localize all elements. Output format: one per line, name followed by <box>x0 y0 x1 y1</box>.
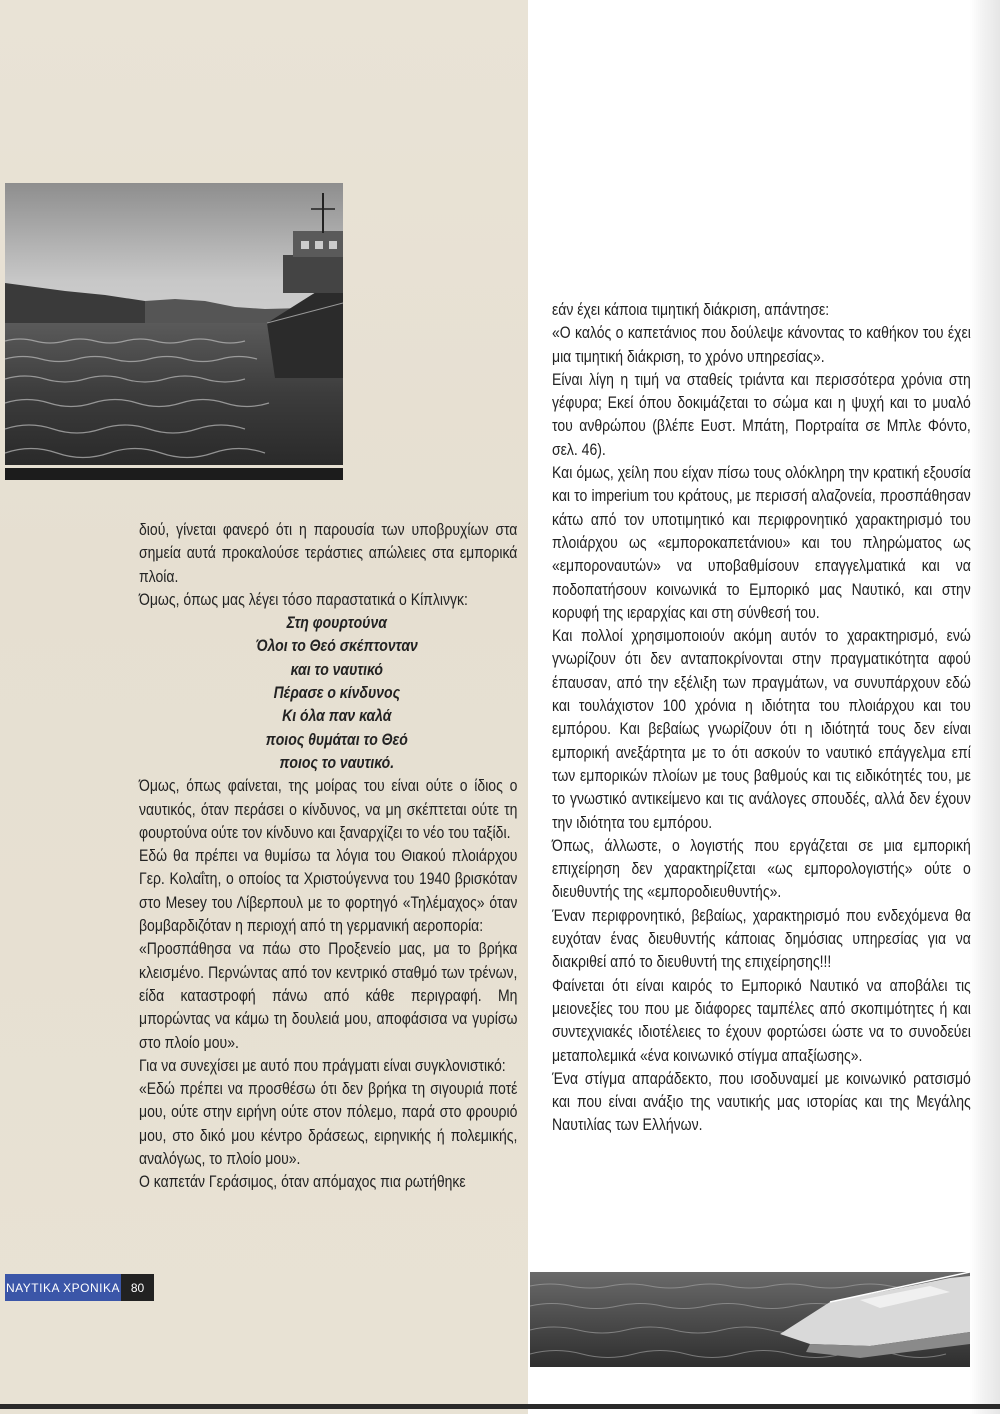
poem-line: ποιος το ναυτικό. <box>279 753 395 772</box>
right-text-column <box>552 299 971 1138</box>
paragraph: Εδώ θα πρέπει να θυμίσω τα λόγια του Θιακού πλοιάρχου Γερ. Κολαΐτη, ο οποίος τα Χριστούγεννα του 1940 βρισκόταν στο Mesey του Λίβερπουλ με το φορτηγό «Τηλέμαχος» όταν βομβαρδιζόταν η περιοχή από τη γερμανική αεροπορία: <box>139 847 518 936</box>
quote-paragraph: «Ο καλός ο καπετάνιος που δούλεψε κάνοντας το καθήκον του έχει μια τιμητική διάκριση, το χρόνο υπηρεσίας». <box>552 324 971 366</box>
magazine-title: ΝΑΥΤΙΚΑ ΧΡΟΝΙΚΑ <box>5 1274 121 1301</box>
paragraph: Είναι λίγη η τιμή να σταθείς τριάντα και περισσότερα χρόνια στη γέφυρα; Εκεί όπου δοκιμάζεται το σώμα και η ψυχή και το μυαλό του ανθρώπου (βλέπε Ευστ. Μπάτη, Πορτραίτα σε Μπλε Φόντο, σελ. 46). <box>552 370 971 459</box>
paragraph: Όμως, όπως φαίνεται, της μοίρας του είναι ούτε ο ίδιος ο ναυτικός, όταν περάσει ο κίνδυνος, να μη σκέπτεται ούτε τη φουρτούνα ούτε τον κίνδυνο και ξαναρχίζει το νέο του ταξίδι. <box>139 777 518 842</box>
paragraph: Και όμως, χείλη που είχαν πίσω τους ολόκληρη την κρατική εξουσία και το imperium του κράτους, με περισσή αλαζονεία, προσπάθησαν κάτω από τον υποτιμητικό και περιφρονητικό χαρακτηρισμό του πλοιάρχου ως «εμποροκαπετάνιου» και του πληρώματος ως «εμποροναυτών» να υποβαθμίσουν επαγγελματικά και να ποδοπατήσουν κοινωνικά το Εμπορικό μας Ναυτικό, και στην κορυφή της ιεραρχίας και στη σύνθεσή του. <box>552 464 971 622</box>
poem-line: Στη φουρτούνα <box>286 614 387 633</box>
bottom-rule <box>0 1404 1000 1409</box>
kipling-poem <box>165 612 509 775</box>
poem-line: Όλοι το Θεό σκέπτονταν <box>255 637 418 656</box>
paragraph: Όμως, όπως μας λέγει τόσο παραστατικά ο Κίπλινγκ: <box>139 590 468 609</box>
paragraph: Και πολλοί χρησιμοποιούν ακόμη αυτόν το χαρακτηρισμό, ενώ γνωρίζουν ότι δεν ανταποκρίνονται στην πραγματικότητα αφού έπαυσαν, από την εξέλιξη των πραγμάτων, να συνυπάρχουν εδώ και τουλάχιστον 100 χρόνια η ιδιότητα του πλοιάρχου και του εμπόρου. Και βεβαίως γνωρίζουν ότι η ιδιότητά τους δεν είναι εμπορική ανεξάρτητα με το ότι ασκούν το ναυτικό επάγγελμα επί των εμπορικών πλοίων με τους βαθμούς και τις ειδικότητές του, με το γνωστικό αντικείμενο και τις ανάλογες σπουδές, αλλά δεν έχουν την ιδιότητα του εμπόρου. <box>552 627 971 832</box>
poem-line: ποιος θυμάται το Θεό <box>265 730 408 749</box>
poem-line: και το ναυτικό <box>290 660 383 679</box>
motorboat-photo <box>530 1272 970 1367</box>
ship-at-sea-photo <box>5 183 343 465</box>
left-text-column <box>139 519 517 1195</box>
photo-caption-bar <box>5 468 343 480</box>
quote-paragraph: «Εδώ πρέπει να προσθέσω ότι δεν βρήκα τη σιγουριά ποτέ μου, ούτε στην ειρήνη ούτε στον πόλεμο, παρά στο φρουριό μου, στο δικό μου κέντρο δράσεως, ειρηνικής ή πολεμικής, αναλόγως, το πλοίο μου». <box>139 1080 518 1169</box>
quote-paragraph: «Προσπάθησα να πάω στο Προξενείο μας, μα το βρήκα κλεισμένο. Περνώντας από τον κεντρικό σταθμό των τρένων, είδα καταστροφή πάνω από κάθε περιγραφή. Μη μπορώντας να κάμω τη δουλειά μου, αποφάσισα να γυρίσω στο πλοίο μου». <box>139 940 518 1052</box>
poem-line: Πέρασε ο κίνδυνος <box>273 684 401 703</box>
paragraph: Έναν περιφρονητικό, βεβαίως, χαρακτηρισμό που ενδεχόμενα θα ευχόταν ένας διευθυντής κάποιας δημόσιας υπηρεσίας για να διακριθεί από το διευθυντή της επιχείρησης!!! <box>552 906 971 972</box>
paragraph: Φαίνεται ότι είναι καιρός το Εμπορικό Ναυτικό να αποβάλει τις μειονεξίες του που με διάφορες ταμπέλες από σκοπιμότητες ή και συντεχνιακές ιδιοτέλειες το έχουν φορτώσει ώστε να το συνοδεύει μεταπολεμικά «ένα κοινωνικό στίγμα απαξίωσης». <box>552 976 971 1065</box>
poem-line: Κι όλα παν καλά <box>282 707 392 726</box>
paragraph: Όπως, άλλωστε, ο λογιστής που εργάζεται σε μια εμπορική επιχείρηση δεν χαρακτηρίζεται «ως εμπορολογιστής» ούτε ο διευθυντής της «εμποροδιευθυντής». <box>552 836 971 902</box>
paragraph: Ο καπετάν Γεράσιμος, όταν απόμαχος πια ρωτήθηκε <box>139 1173 466 1192</box>
paragraph: εάν έχει κάποια τιμητική διάκριση, απάντησε: <box>552 301 830 319</box>
paragraph: Για να συνεχίσει με αυτό που πράγματι είναι συγκλονιστικό: <box>139 1056 506 1075</box>
page-edge-shadow <box>970 0 1000 1414</box>
paragraph: διού, γίνεται φανερό ότι η παρουσία των υποβρυχίων στα σημεία αυτά προκαλούσε τεράστιες απώλειες στα εμπορικά πλοία. <box>139 521 518 586</box>
page-number: 80 <box>121 1274 154 1301</box>
paragraph: Ένα στίγμα απαράδεκτο, που ισοδυναμεί με κοινωνικό ρατσισμό και που είναι ανάξιο της ναυτικής μας ιστορίας και της Μεγάλης Ναυτιλίας των Ελλήνων. <box>552 1069 971 1135</box>
